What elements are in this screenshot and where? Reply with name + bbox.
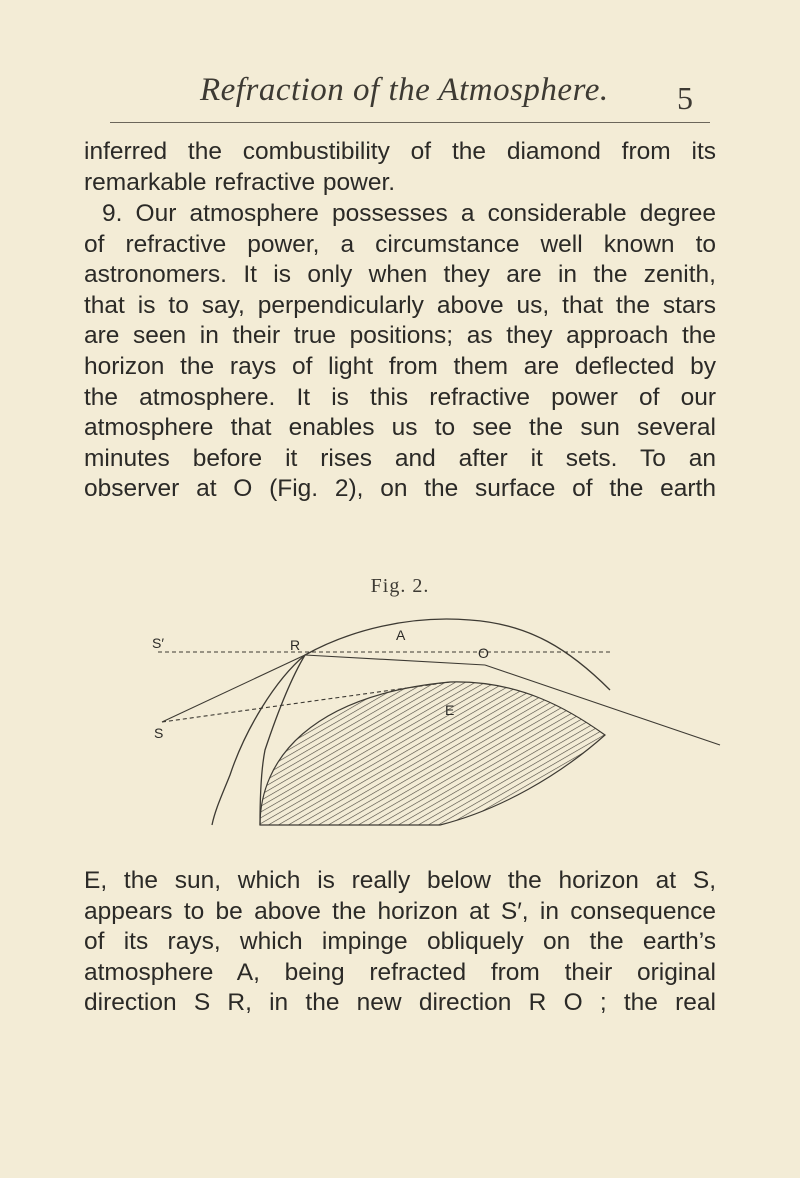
text-line: of its rays, which impinge obliquely on the earth’s — [84, 928, 716, 956]
text-line: inferred the combustibility of the diamond from its — [84, 138, 716, 165]
running-head — [0, 72, 800, 116]
text-line: atmosphere A, being refracted from their original — [84, 958, 716, 986]
text-line: direction S R, in the new direction R O ; the real — [84, 989, 716, 1017]
atmosphere-arc — [305, 619, 610, 690]
page-number: 5 — [677, 80, 693, 116]
text-line: atmosphere that enables us to see the sun several — [84, 414, 716, 442]
earth-body — [260, 682, 605, 825]
text-line: astronomers. It is only when they are in the zenith, — [84, 261, 716, 289]
text-line: minutes before it rises and after it sets. To an — [84, 444, 716, 472]
label-s: S — [154, 725, 164, 741]
text-line: are seen in their true positions; as they approach the — [84, 322, 716, 350]
figure-caption: Fig. 2. — [370, 575, 430, 597]
header-rule — [110, 122, 710, 123]
paragraph-top — [84, 137, 716, 198]
label-r: R — [290, 637, 301, 653]
paragraph-bottom — [84, 866, 716, 1019]
running-title: Refraction of the Atmosphere. — [200, 72, 609, 108]
label-s-prime: S′ — [152, 635, 164, 651]
text-line: E, the sun, which is really below the horizon at S, — [84, 867, 716, 894]
label-o: O — [478, 645, 489, 661]
label-a: A — [396, 627, 406, 643]
ray-r-o — [305, 655, 485, 665]
text-line: 9. Our atmosphere possesses a considerable degree — [102, 200, 716, 227]
label-e: E — [445, 702, 455, 718]
refraction-figure — [140, 610, 730, 840]
paragraph-main — [84, 199, 716, 505]
text-line: remarkable refractive power. — [84, 168, 396, 196]
text-line: observer at O (Fig. 2), on the surface of the earth — [84, 475, 716, 503]
text-line: appears to be above the horizon at S′, in consequence — [84, 897, 716, 925]
text-line: that is to say, perpendicularly above us, that the stars — [84, 291, 716, 319]
text-line: horizon the rays of light from them are deflected by — [84, 352, 716, 380]
text-line: of refractive power, a circumstance well known to — [84, 230, 716, 258]
text-line: the atmosphere. It is this refractive power of our — [84, 383, 716, 411]
